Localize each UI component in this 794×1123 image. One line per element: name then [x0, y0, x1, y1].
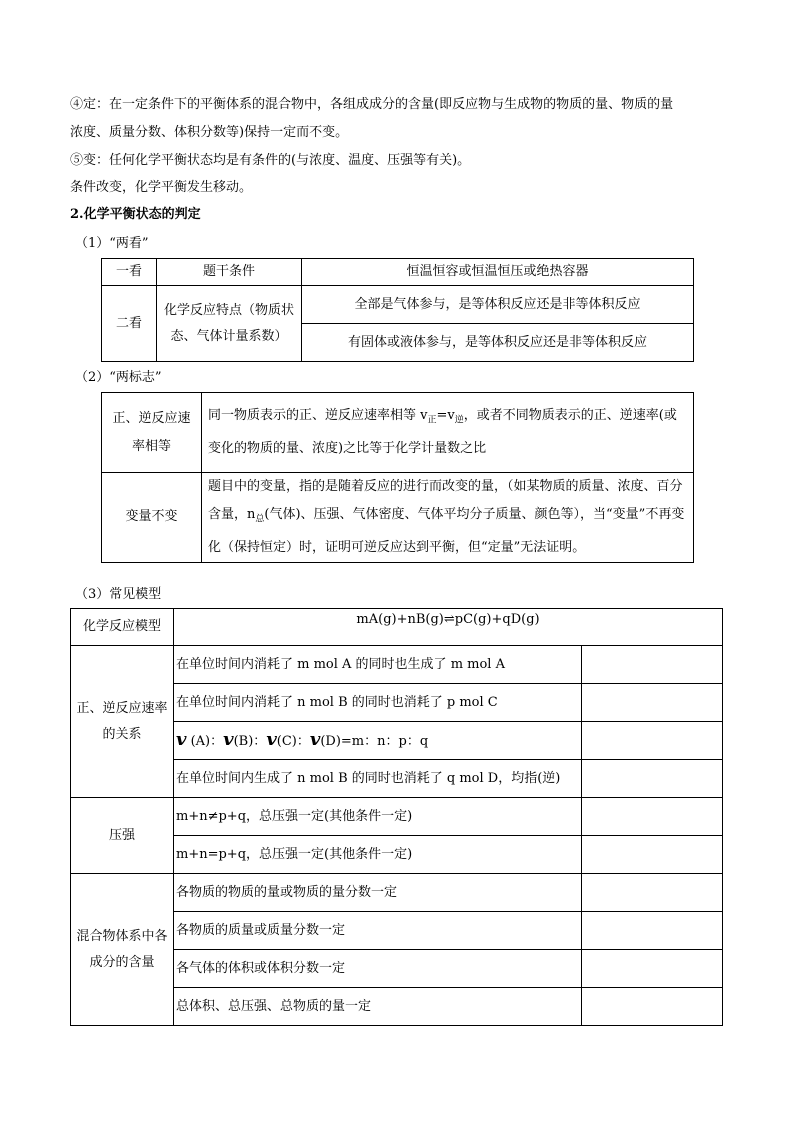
- two-marks-table: [101, 392, 694, 563]
- ratio-b: (B)：: [233, 733, 267, 749]
- table3-rate-row-4: 在单位时间内生成了 n mol B 的同时也消耗了 q mol D，均指(逆): [174, 760, 582, 798]
- table3-content-row-1-blank: [582, 874, 723, 912]
- rate-sub-reverse: 逆: [454, 415, 464, 426]
- variable-text-post: (气体)、压强、气体密度、气体平均分子质量、颜色等），当“变量”不再变化（保持恒定）时，证明可逆反应达到平衡，但“定量”无法证明。: [208, 507, 685, 555]
- section-heading: 2.化学平衡状态的判定: [70, 207, 201, 222]
- table1-cell-first-look: 一看: [102, 259, 157, 286]
- table3-rate-row-2: 在单位时间内消耗了 n mol B 的同时也消耗了 p mol C: [174, 684, 582, 722]
- table2-cell-rate-equal: 正、逆反应速率相等: [102, 393, 202, 473]
- table3-pressure-row-2-blank: [582, 836, 723, 874]
- rate-symbol-v: v: [266, 728, 277, 750]
- table3-rate-row-3-blank: [582, 722, 723, 760]
- subheading-two-looks: （1）“两看”: [75, 236, 149, 251]
- table3-pressure-row-2: m+n=p+q，总压强一定(其他条件一定): [174, 836, 582, 874]
- table3-rate-row-2-blank: [582, 684, 723, 722]
- rate-sub-forward: 正: [427, 415, 437, 426]
- table3-rate-row-1: 在单位时间内消耗了 m mol A 的同时也生成了 m mol A: [174, 646, 582, 684]
- rate-text-pre: 同一物质表示的正、逆反应速率相等 v: [208, 408, 428, 424]
- subheading-two-marks: （2）“两标志”: [75, 370, 162, 385]
- table1-cell-reaction-feature: 化学反应特点（物质状态、气体计量系数）: [157, 286, 302, 362]
- paragraph-bian: ⑤变：任何化学平衡状态均是有条件的(与浓度、温度、压强等有关)。: [70, 153, 471, 168]
- table3-pressure-row-1-blank: [582, 798, 723, 836]
- table1-cell-second-look: 二看: [102, 286, 157, 362]
- paragraph-ding-line2: 浓度、质量分数、体积分数等)保持一定而不变。: [70, 125, 349, 140]
- table2-cell-variable-description: [202, 473, 694, 563]
- ratio-c: (C)：: [276, 733, 310, 749]
- table3-content-row-2-blank: [582, 912, 723, 950]
- table3-header-equation: mA(g)+nB(g)⇌pC(g)+qD(g): [174, 609, 723, 646]
- table1-cell-conditions: 题干条件: [157, 259, 302, 286]
- table3-content-row-2: 各物质的质量或质量分数一定: [174, 912, 582, 950]
- common-models-table: [70, 608, 723, 1026]
- table3-rate-row-4-blank: [582, 760, 723, 798]
- rate-symbol-v: v: [223, 728, 234, 750]
- table3-content-row-1: 各物质的物质的量或物质的量分数一定: [174, 874, 582, 912]
- table3-content-row-4-blank: [582, 988, 723, 1026]
- table3-rate-row-1-blank: [582, 646, 723, 684]
- rate-text-mid: =v: [436, 408, 455, 424]
- two-looks-table: [101, 258, 694, 362]
- subheading-common-models: （3）常见模型: [75, 587, 162, 602]
- table3-content-row-4: 总体积、总压强、总物质的量一定: [174, 988, 582, 1026]
- table2-cell-rate-description: [202, 393, 694, 473]
- ratio-d: (D)=m：n：p：q: [320, 733, 429, 749]
- paragraph-condition: 条件改变，化学平衡发生移动。: [70, 180, 253, 195]
- variable-text-pre: 题目中的变量，指的是随着反应的进行而改变的量，（如某物质的质量、浓度、百分含量，n: [208, 479, 683, 522]
- ratio-a: (A)：: [186, 733, 224, 749]
- table1-cell-solid-liquid: 有固体或液体参与，是等体积反应还是非等体积反应: [302, 324, 694, 362]
- table3-group-rate-label: 正、逆反应速率的关系: [71, 646, 174, 798]
- table3-group-content-label: 混合物体系中各成分的含量: [71, 874, 174, 1026]
- table3-pressure-row-1: m+n≠p+q，总压强一定(其他条件一定): [174, 798, 582, 836]
- rate-text-post: ，或者不同物质表示的正、逆速率(或变化的物质的量、浓度)之比等于化学计量数之比: [208, 408, 677, 456]
- rate-symbol-v: v: [176, 728, 187, 750]
- table2-cell-variable-constant: 变量不变: [102, 473, 202, 563]
- variable-sub-total: 总: [255, 514, 265, 525]
- table3-header-model: 化学反应模型: [71, 609, 174, 646]
- table3-rate-row-3: [174, 722, 582, 760]
- table1-cell-container: 恒温恒容或恒温恒压或绝热容器: [302, 259, 694, 286]
- rate-symbol-v: v: [309, 728, 321, 750]
- table1-cell-all-gas: 全部是气体参与，是等体积反应还是非等体积反应: [302, 286, 694, 324]
- paragraph-ding-line1: ④定：在一定条件下的平衡体系的混合物中，各组成成分的含量(即反应物与生成物的物质的量、物质的量: [70, 97, 674, 112]
- table3-content-row-3-blank: [582, 950, 723, 988]
- table3-content-row-3: 各气体的体积或体积分数一定: [174, 950, 582, 988]
- table3-group-pressure-label: 压强: [71, 798, 174, 874]
